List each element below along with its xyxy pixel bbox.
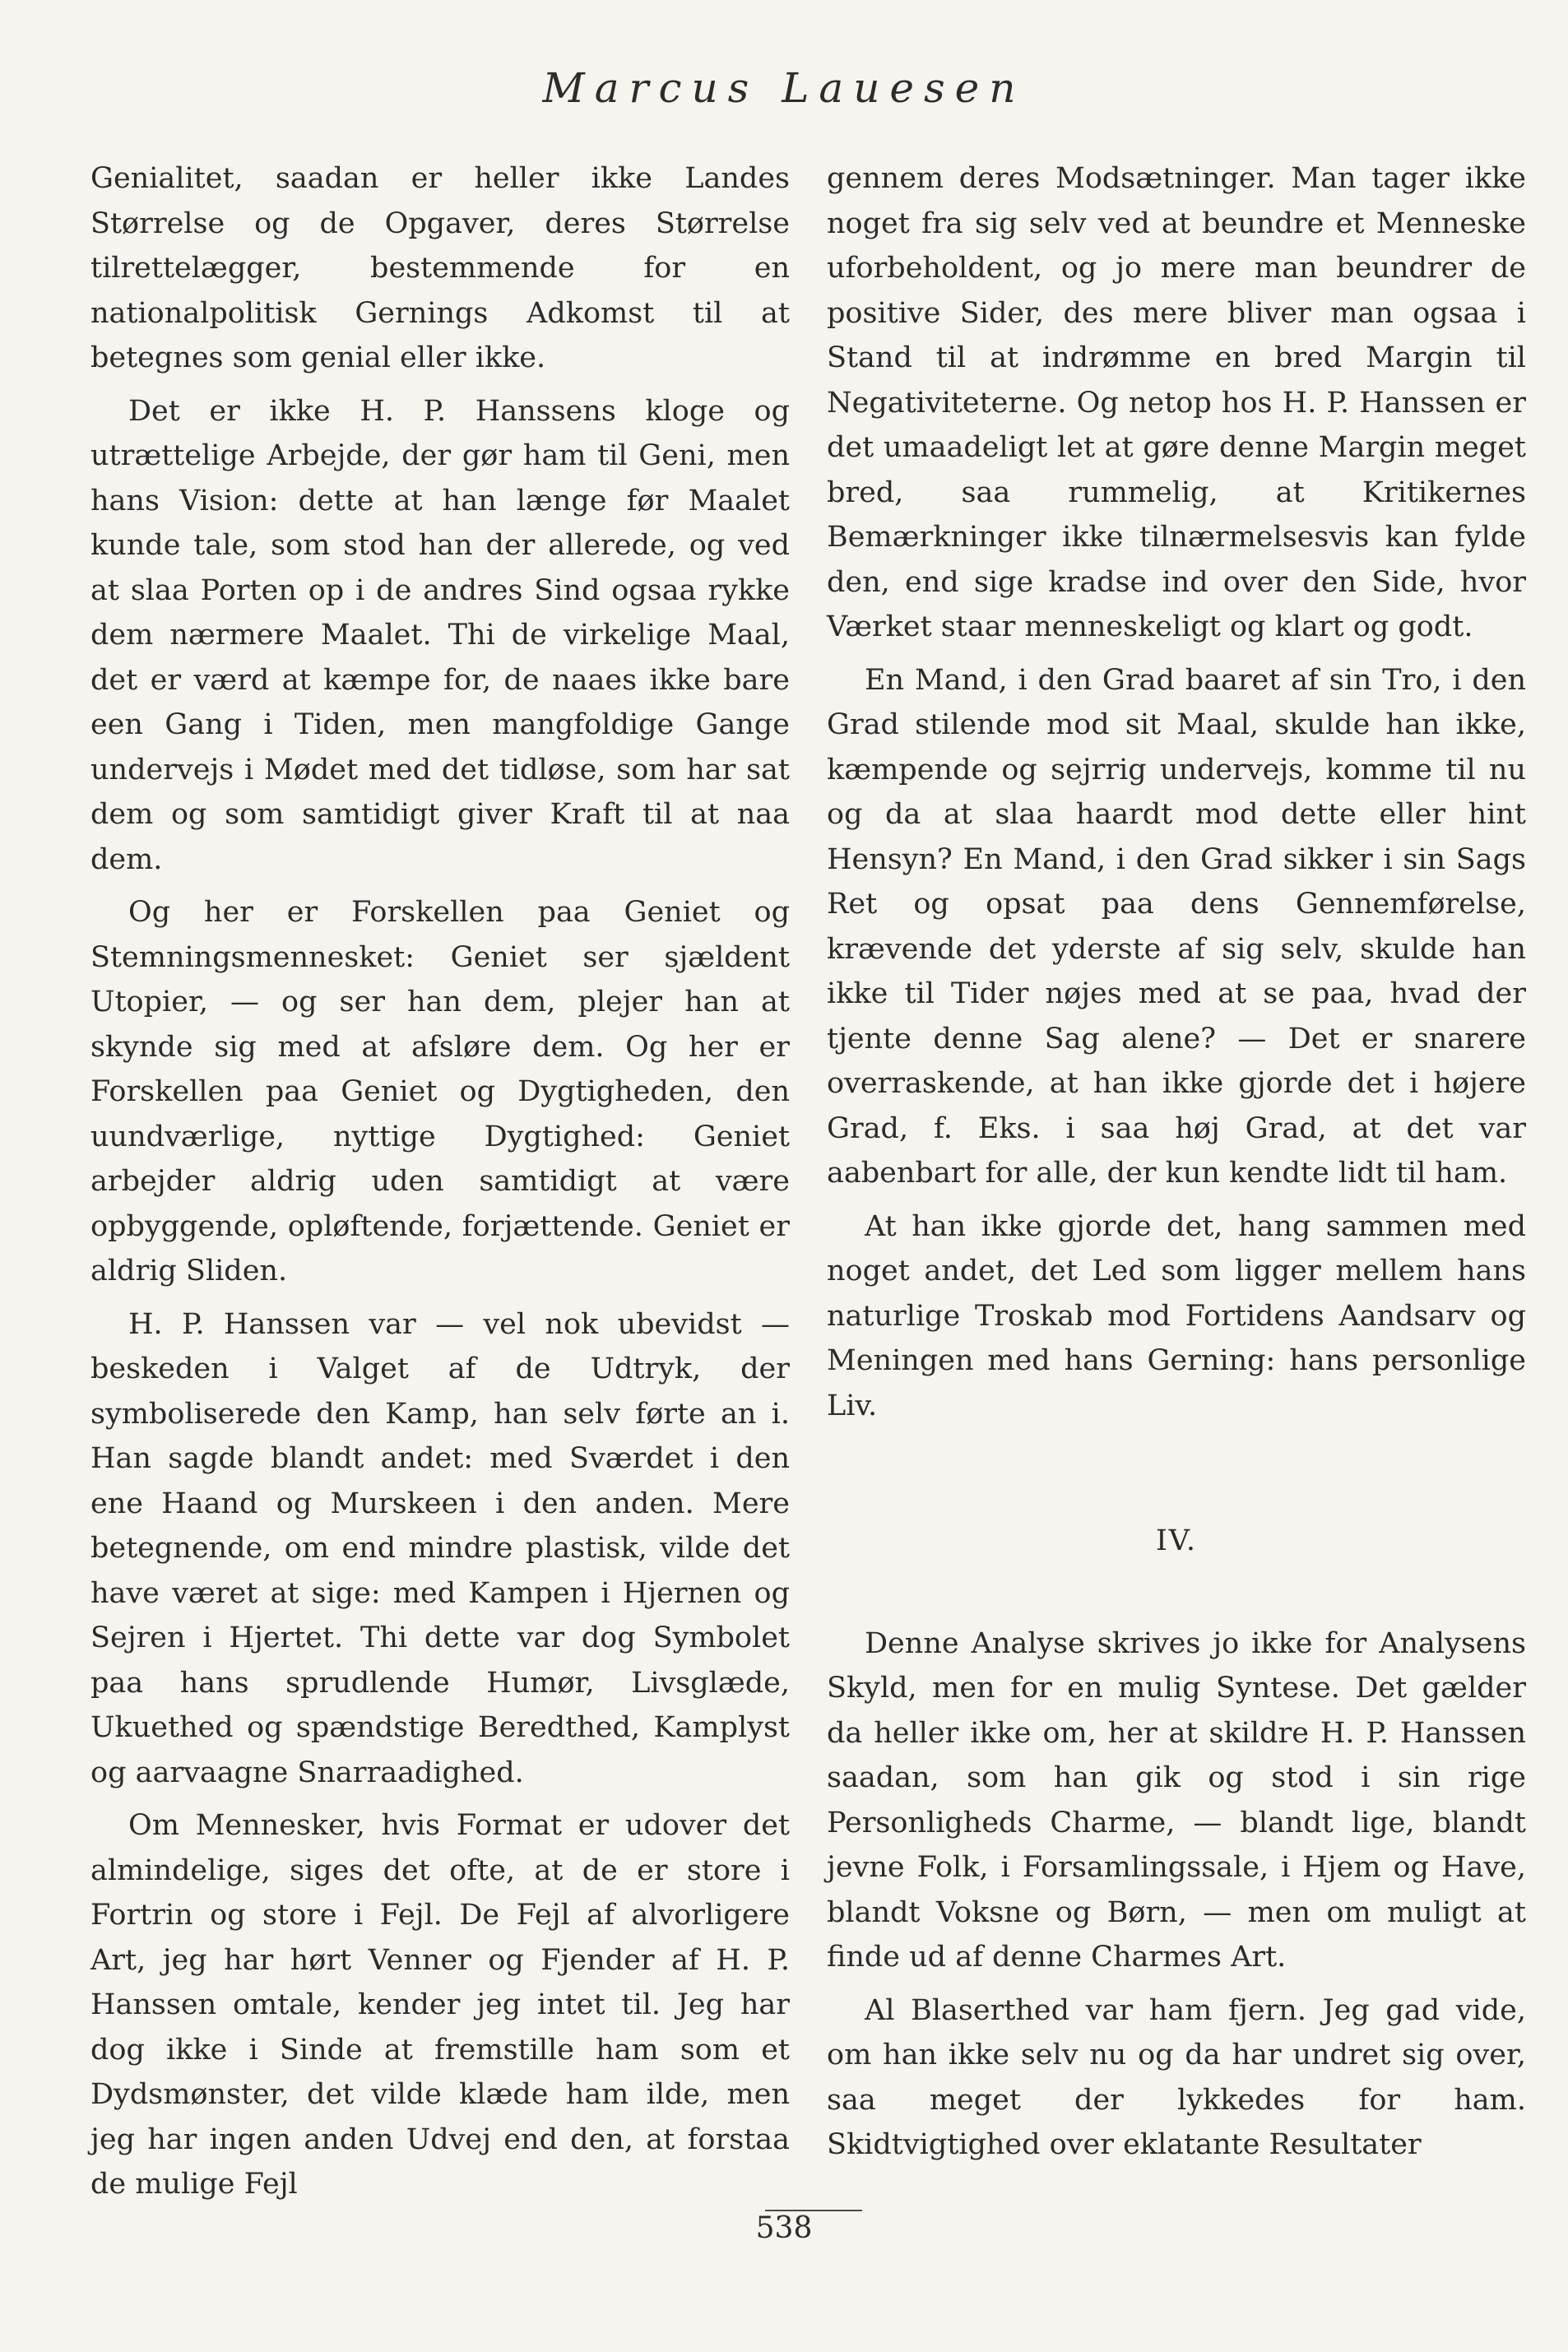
- section-heading: IV.: [1155, 1524, 1198, 1557]
- paragraph: Genialitet, saadan er heller ikke Landes Størrelse og de Opgaver, deres Størrelse tilrettelægger, bestemmende for en nationalpolitisk Gernings Adkomst til at betegnes som genial eller ikke.: [90, 162, 790, 374]
- running-head-author: Marcus Lauesen: [542, 64, 1026, 112]
- right-text-column: [827, 156, 1526, 2176]
- paragraph: Det er ikke H. P. Hanssens kloge og utrættelige Arbejde, der gør ham til Geni, men hans Vision: dette at han længe før Maalet kunde tale, som stod han der allerede, og ved at slaa Porten op i de andres Sind ogsaa rykke dem nærmere Maalet. Thi de virkelige Maal, det er værd at kæmpe for, de naaes ikke bare een Gang i Tiden, men mangfoldige Gange undervejs i Mødet med det tidløse, som har sat dem og som samtidigt giver Kraft til at naa dem.: [90, 394, 790, 876]
- paragraph: Al Blaserthed var ham fjern. Jeg gad vide, om han ikke selv nu og da har undret sig over, saa meget der lykkedes for ham. Skidtvigtighed over eklatante Resultater: [827, 1993, 1526, 2161]
- paragraph: Denne Analyse skrives jo ikke for Analysens Skyld, men for en mulig Syntese. Det gælder da heller ikke om, her at skildre H. P. Hanssen saadan, som han gik og stod i sin rige Personligheds Charme, — blandt lige, blandt jevne Folk, i Forsamlingssale, i Hjem og Have, blandt Voksne og Børn, — men om muligt at finde ud af denne Charmes Art.: [827, 1626, 1526, 1974]
- paragraph: gennem deres Modsætninger. Man tager ikke noget fra sig selv ved at beundre et Menneske uforbeholdent, og jo mere man beundrer de positive Sider, des mere bliver man ogsaa i Stand til at indrømme en bred Margin til Negativiteterne. Og netop hos H. P. Hanssen er det umaadeligt let at gøre denne Margin meget bred, saa rummelig, at Kritikernes Bemærkninger ikke tilnærmelsesvis kan fylde den, end sige kradse ind over den Side, hvor Værket staar menneskeligt og klart og godt.: [827, 162, 1526, 643]
- paragraph: At han ikke gjorde det, hang sammen med noget andet, det Led som ligger mellem hans naturlige Troskab mod Fortidens Aandsarv og Meningen med hans Gerning: hans personlige Liv.: [827, 1209, 1526, 1422]
- paragraph: En Mand, i den Grad baaret af sin Tro, i den Grad stilende mod sit Maal, skulde han ikke, kæmpende og sejrrig undervejs, komme til nu og da at slaa haardt mod dette eller hint Hensyn? En Mand, i den Grad sikker i sin Sags Ret og opsat paa dens Gennemførelse, krævende det yderste af sig selv, skulde han ikke til Tider nøjes med at se paa, hvad der tjente denne Sag alene? — Det er snarere overraskende, at han ikke gjorde det i højere Grad, f. Eks. i saa høj Grad, at det var aabenbart for alle, der kun kendte lidt til ham.: [827, 663, 1526, 1190]
- paragraph: Og her er Forskellen paa Geniet og Stemningsmennesket: Geniet ser sjældent Utopier, — og ser han dem, plejer han at skynde sig med at afsløre dem. Og her er Forskellen paa Geniet og Dygtigheden, den uundværlige, nyttige Dygtighed: Geniet arbejder aldrig uden samtidigt at være opbyggende, opløftende, forjættende. Geniet er aldrig Sliden.: [90, 896, 790, 1287]
- left-text-column: [90, 156, 790, 2215]
- paragraph: Om Mennesker, hvis Format er udover det almindelige, siges det ofte, at de er store i Fortrin og store i Fejl. De Fejl af alvorligere Art, jeg har hørt Venner og Fjender af H. P. Hanssen omtale, kender jeg intet til. Jeg har dog ikke i Sinde at fremstille ham som et Dydsmønster, det vilde klæde ham ilde, men jeg har ingen anden Udvej end den, at forstaa de mulige Fejl: [90, 1809, 790, 2201]
- page-number: 538: [755, 2211, 813, 2245]
- paragraph: H. P. Hanssen var — vel nok ubevidst — beskeden i Valget af de Udtryk, der symboliserede den Kamp, han selv førte an i. Han sagde blandt andet: med Sværdet i den ene Haand og Murskeen i den anden. Mere betegnende, om end mindre plastisk, vilde det have været at sige: med Kampen i Hjernen og Sejren i Hjertet. Thi dette var dog Symbolet paa hans sprudlende Humør, Livsglæde, Ukuethed og spændstige Beredthed, Kamplyst og aarvaagne Snarraadighed.: [90, 1307, 790, 1789]
